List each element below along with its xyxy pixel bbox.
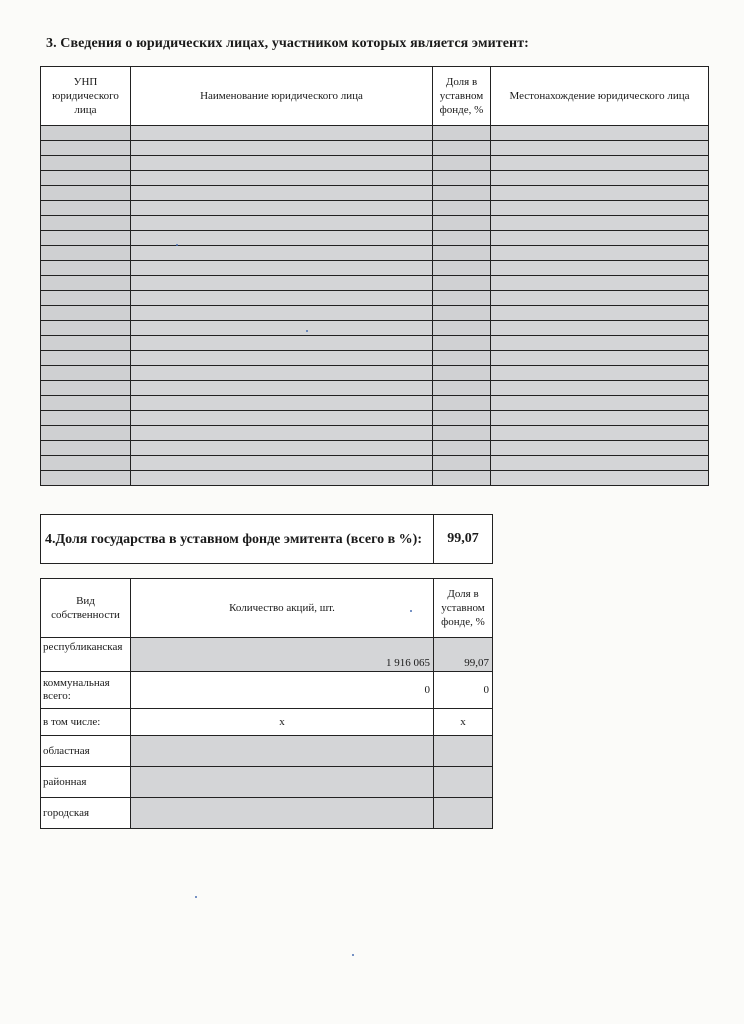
- empty-cell: [41, 471, 131, 486]
- empty-cell: [433, 141, 491, 156]
- table-row: [41, 351, 709, 366]
- scan-speck: [352, 954, 354, 956]
- empty-cell: [41, 411, 131, 426]
- empty-cell: [433, 321, 491, 336]
- empty-cell: [41, 441, 131, 456]
- empty-cell: [433, 366, 491, 381]
- empty-cell: [491, 261, 709, 276]
- empty-cell: [41, 246, 131, 261]
- header-ownership-share: Доля в уставном фонде, %: [434, 579, 493, 638]
- empty-cell: [433, 381, 491, 396]
- row-label: коммунальная всего:: [41, 672, 131, 709]
- empty-cell: [433, 456, 491, 471]
- empty-cell: [491, 336, 709, 351]
- empty-cell: [131, 411, 433, 426]
- empty-cell: [433, 291, 491, 306]
- empty-cell: [41, 201, 131, 216]
- row-share: 99,07: [434, 638, 493, 672]
- section3-title: 3. Сведения о юридических лицах, участником которых является эмитент:: [46, 36, 529, 51]
- empty-cell: [41, 261, 131, 276]
- empty-cell: [491, 351, 709, 366]
- empty-cell: [491, 276, 709, 291]
- row-share: [434, 767, 493, 798]
- table-row: [41, 156, 709, 171]
- empty-cell: [433, 156, 491, 171]
- scan-speck: [195, 896, 197, 898]
- table-row: [41, 736, 493, 767]
- row-label: районная: [41, 767, 131, 798]
- empty-cell: [41, 381, 131, 396]
- legal-entities-header-row: [41, 67, 709, 126]
- empty-cell: [433, 396, 491, 411]
- empty-cell: [131, 366, 433, 381]
- table-row: [41, 276, 709, 291]
- empty-cell: [131, 141, 433, 156]
- empty-cell: [131, 351, 433, 366]
- empty-cell: [491, 141, 709, 156]
- empty-cell: [131, 201, 433, 216]
- empty-cell: [41, 231, 131, 246]
- legal-entities-table: [40, 66, 709, 486]
- empty-cell: [433, 201, 491, 216]
- table-row: [41, 336, 709, 351]
- scan-speck: [306, 330, 308, 332]
- table-row: [41, 471, 709, 486]
- table-row: [41, 396, 709, 411]
- empty-cell: [491, 171, 709, 186]
- table-row: [41, 171, 709, 186]
- empty-cell: [491, 291, 709, 306]
- table-row: [41, 186, 709, 201]
- header-location: Местонахождение юридического лица: [491, 67, 709, 126]
- empty-cell: [491, 201, 709, 216]
- table-row: [41, 366, 709, 381]
- empty-cell: [131, 186, 433, 201]
- ownership-header-row: [41, 579, 493, 638]
- row-count: 1 916 065: [131, 638, 434, 672]
- table-row: [41, 216, 709, 231]
- empty-cell: [491, 306, 709, 321]
- table-row: [41, 672, 493, 709]
- empty-cell: [433, 411, 491, 426]
- row-count: [131, 736, 434, 767]
- empty-cell: [131, 291, 433, 306]
- empty-cell: [131, 441, 433, 456]
- empty-cell: [131, 471, 433, 486]
- row-label: городская: [41, 798, 131, 829]
- empty-cell: [41, 126, 131, 141]
- row-label: областная: [41, 736, 131, 767]
- empty-cell: [41, 216, 131, 231]
- header-unp: УНП юридического лица: [41, 67, 131, 126]
- empty-cell: [131, 246, 433, 261]
- empty-cell: [433, 171, 491, 186]
- empty-cell: [131, 336, 433, 351]
- empty-cell: [491, 411, 709, 426]
- empty-cell: [41, 291, 131, 306]
- empty-cell: [433, 231, 491, 246]
- state-share-box: [40, 514, 493, 564]
- table-row: [41, 426, 709, 441]
- ownership-table: [40, 578, 493, 829]
- empty-cell: [41, 276, 131, 291]
- header-shares-count: Количество акций, шт.: [131, 579, 434, 638]
- empty-cell: [491, 186, 709, 201]
- empty-cell: [41, 351, 131, 366]
- empty-cell: [433, 336, 491, 351]
- empty-cell: [491, 396, 709, 411]
- empty-cell: [41, 171, 131, 186]
- table-row: [41, 709, 493, 736]
- state-share-title: 4.Доля государства в уставном фонде эмитента (всего в %):: [41, 515, 434, 564]
- empty-cell: [41, 336, 131, 351]
- empty-cell: [433, 216, 491, 231]
- empty-cell: [131, 396, 433, 411]
- empty-cell: [491, 471, 709, 486]
- empty-cell: [433, 261, 491, 276]
- empty-cell: [433, 246, 491, 261]
- table-row: [41, 381, 709, 396]
- row-label: республиканская: [41, 638, 131, 672]
- empty-cell: [131, 261, 433, 276]
- row-share: x: [434, 709, 493, 736]
- empty-cell: [491, 321, 709, 336]
- row-count: x: [131, 709, 434, 736]
- empty-cell: [491, 426, 709, 441]
- header-entity-name: Наименование юридического лица: [131, 67, 433, 126]
- empty-cell: [131, 321, 433, 336]
- empty-cell: [41, 366, 131, 381]
- empty-cell: [41, 141, 131, 156]
- empty-cell: [433, 186, 491, 201]
- row-share: [434, 736, 493, 767]
- empty-cell: [433, 441, 491, 456]
- table-row: [41, 321, 709, 336]
- empty-cell: [491, 381, 709, 396]
- table-row: [41, 306, 709, 321]
- row-label: в том числе:: [41, 709, 131, 736]
- table-row: [41, 798, 493, 829]
- empty-cell: [433, 426, 491, 441]
- empty-cell: [131, 306, 433, 321]
- table-row: [41, 767, 493, 798]
- empty-cell: [41, 426, 131, 441]
- legal-entities-body: [41, 126, 709, 486]
- empty-cell: [131, 171, 433, 186]
- empty-cell: [41, 186, 131, 201]
- table-row: [41, 126, 709, 141]
- empty-cell: [491, 441, 709, 456]
- empty-cell: [491, 246, 709, 261]
- empty-cell: [41, 306, 131, 321]
- table-row: [41, 231, 709, 246]
- empty-cell: [131, 156, 433, 171]
- scan-speck: [176, 244, 178, 246]
- empty-cell: [491, 456, 709, 471]
- empty-cell: [433, 126, 491, 141]
- row-count: [131, 767, 434, 798]
- empty-cell: [433, 306, 491, 321]
- row-share: [434, 798, 493, 829]
- empty-cell: [491, 216, 709, 231]
- table-row: [41, 441, 709, 456]
- header-ownership-type: Вид собственности: [41, 579, 131, 638]
- empty-cell: [131, 456, 433, 471]
- header-share: Доля в уставном фонде, %: [433, 67, 491, 126]
- state-share-value: 99,07: [434, 515, 493, 564]
- row-count: [131, 798, 434, 829]
- row-share: 0: [434, 672, 493, 709]
- empty-cell: [491, 366, 709, 381]
- table-row: [41, 261, 709, 276]
- empty-cell: [433, 471, 491, 486]
- empty-cell: [491, 156, 709, 171]
- empty-cell: [491, 231, 709, 246]
- table-row: [41, 201, 709, 216]
- empty-cell: [131, 216, 433, 231]
- table-row: [41, 246, 709, 261]
- row-count: 0: [131, 672, 434, 709]
- empty-cell: [41, 321, 131, 336]
- empty-cell: [491, 126, 709, 141]
- empty-cell: [131, 126, 433, 141]
- empty-cell: [131, 381, 433, 396]
- table-row: [41, 638, 493, 672]
- empty-cell: [433, 351, 491, 366]
- table-row: [41, 291, 709, 306]
- empty-cell: [41, 396, 131, 411]
- empty-cell: [433, 276, 491, 291]
- table-row: [41, 456, 709, 471]
- empty-cell: [41, 456, 131, 471]
- scan-speck: [410, 610, 412, 612]
- table-row: [41, 411, 709, 426]
- table-row: [41, 141, 709, 156]
- empty-cell: [41, 156, 131, 171]
- empty-cell: [131, 426, 433, 441]
- empty-cell: [131, 276, 433, 291]
